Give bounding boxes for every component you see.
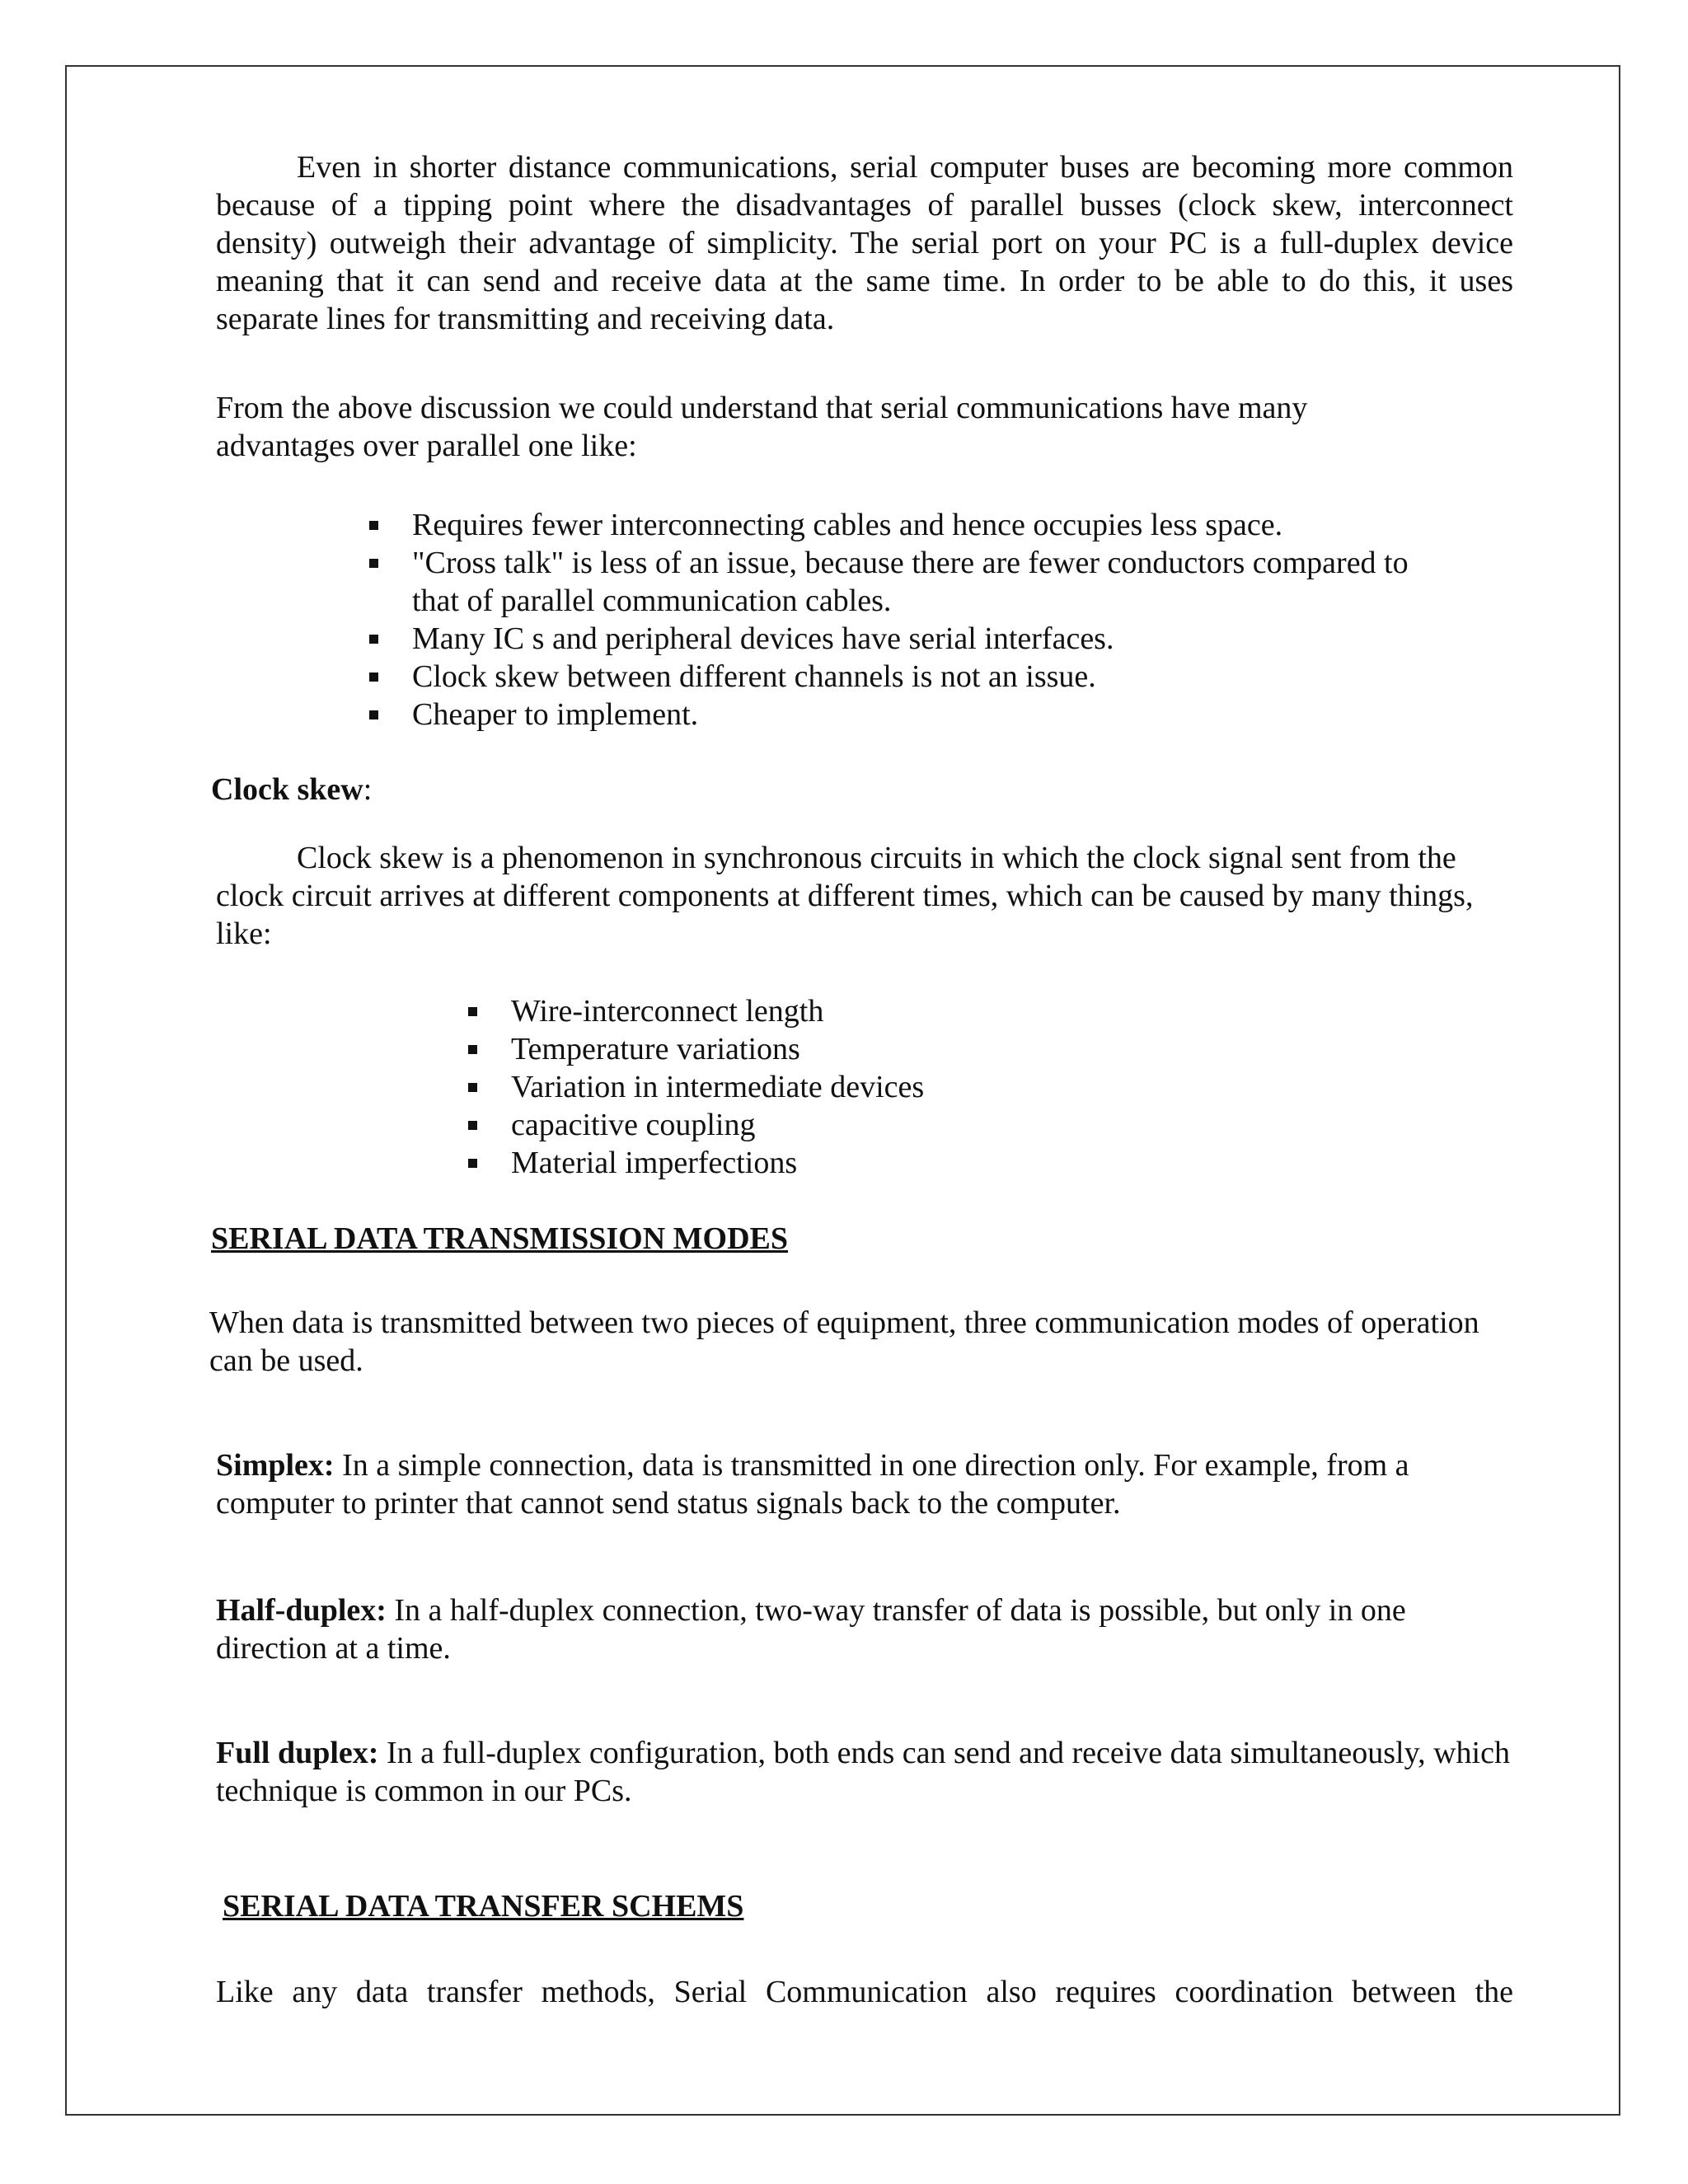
list-item: Temperature variations [465,1030,1289,1068]
list-item: Requires fewer interconnecting cables and hence occupies less space. [366,506,1437,544]
list-item: Clock skew between different channels is not an issue. [366,658,1437,696]
half-duplex-paragraph: Half-duplex: In a half-duplex connection, two-way transfer of data is possible, but only in one direction at a time. [216,1593,1406,1666]
transfer-schemes-paragraph: Like any data transfer methods, Serial Communication also requires coordination between the [216,1975,1513,2009]
half-duplex-term: Half-duplex: [216,1593,387,1628]
bullet-icon [369,559,378,568]
transmission-modes-intro: When data is transmitted between two pieces of equipment, three communication modes of operation can be used. [209,1305,1479,1378]
bullet-icon [468,1121,477,1130]
simplex-paragraph: Simplex: In a simple connection, data is transmitted in one direction only. For example, from a computer to printer that cannot send status signals back to the computer. [216,1448,1409,1521]
simplex-term: Simplex: [216,1448,335,1483]
list-item: Variation in intermediate devices [465,1068,1289,1106]
list-item: Material imperfections [465,1144,1289,1182]
clock-skew-causes-list [465,992,1289,1182]
bullet-icon [369,673,378,682]
full-duplex-term: Full duplex: [216,1736,379,1770]
advantages-list [366,506,1437,733]
full-duplex-paragraph: Full duplex: In a full-duplex configuration, both ends can send and receive data simultaneously, which technique is common in our PCs. [216,1736,1510,1808]
bullet-icon [369,710,378,719]
advantages-lead: From the above discussion we could understand that serial communications have many advantages over parallel one like: [216,391,1308,463]
clock-skew-term: Clock skew [211,772,363,807]
list-item: Cheaper to implement. [366,696,1437,733]
list-item: "Cross talk" is less of an issue, because there are fewer conductors compared to that of parallel communication cables. [366,544,1437,620]
bullet-icon [369,635,378,644]
transmission-modes-heading: SERIAL DATA TRANSMISSION MODES [211,1221,789,1256]
bullet-icon [369,521,378,530]
bullet-icon [468,1159,477,1168]
clock-skew-paragraph: Clock skew is a phenomenon in synchronous circuits in which the clock signal sent from the clock circuit arrives at different components at different times, which can be caused by many things, like: [216,841,1474,951]
bullet-icon [468,1083,477,1092]
bullet-icon [468,1045,477,1054]
transfer-schemes-heading: SERIAL DATA TRANSFER SCHEMS [223,1889,744,1924]
list-item: Many IC s and peripheral devices have serial interfaces. [366,620,1437,658]
list-item: Wire-interconnect length [465,992,1289,1030]
list-item: capacitive coupling [465,1106,1289,1144]
clock-skew-heading: Clock skew: [211,772,373,807]
bullet-icon [468,1007,477,1016]
intro-paragraph: Even in shorter distance communications, serial computer buses are becoming more common because of a tipping point where the disadvantages of parallel busses (clock skew, interconnect density) outweigh their advantage of simplicity. The serial port on your PC is a full-duplex device meaning that it can send and receive data at the same time. In order to be able to do this, it uses separate lines for transmitting and receiving data. [216,150,1513,336]
